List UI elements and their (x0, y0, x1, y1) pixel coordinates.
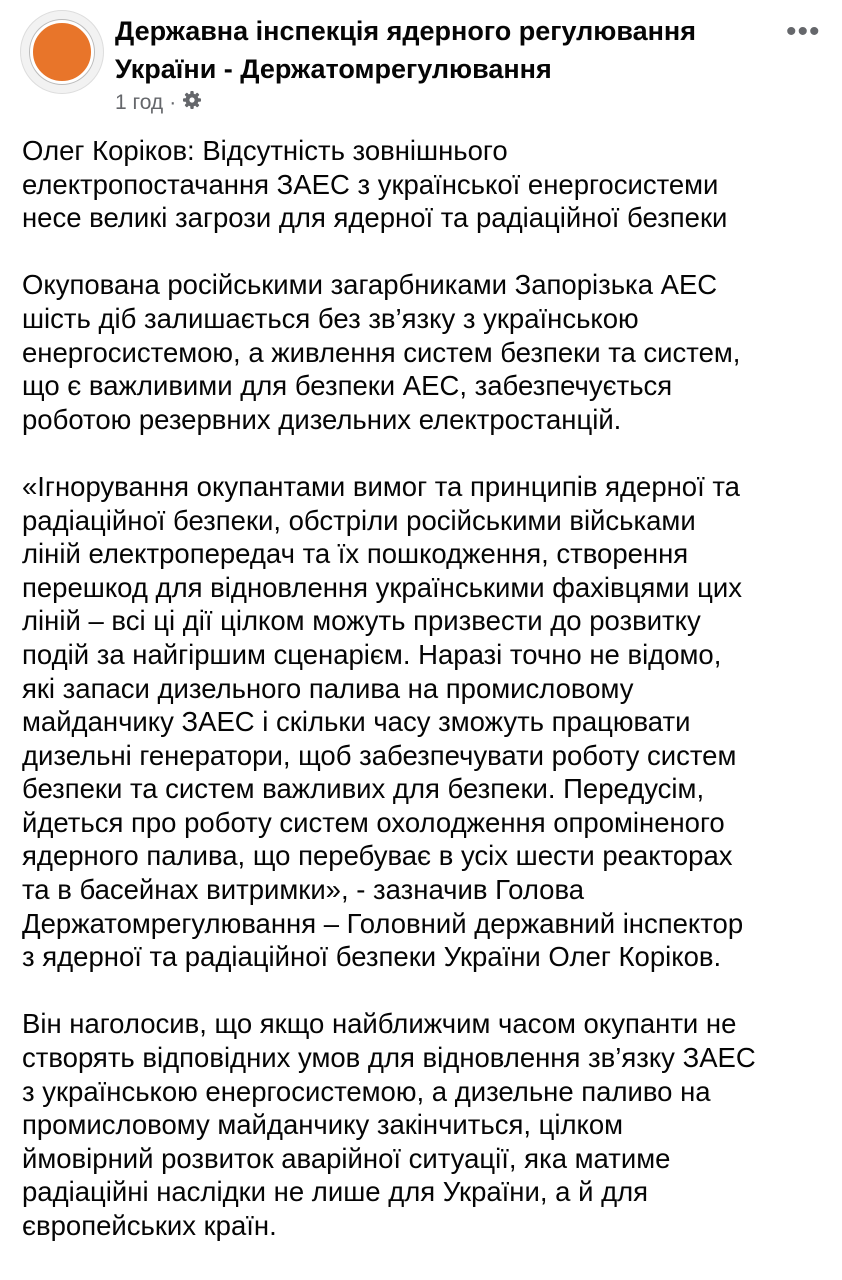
author-name-line2: України - Держатомрегулювання (115, 54, 552, 84)
text-line: Держатомрегулювання – Головний державний інспектор (22, 907, 744, 939)
text-line: несе великі загрози для ядерної та радіаційної безпеки (22, 202, 728, 234)
text-line: що є важливими для безпеки АЕС, забезпечується (22, 370, 673, 402)
text-line: перешкод для відновлення українськими фахівцями цих (22, 571, 743, 603)
text-line: роботою резервних дизельних електростанцій. (22, 403, 622, 435)
author-name-line1: Державна інспекція ядерного регулювання (115, 16, 696, 46)
text-line: європейських країн. (22, 1210, 277, 1241)
text-line: безпеки та систем важливих для безпеки. Передусім, (22, 773, 705, 805)
page-avatar[interactable] (20, 10, 104, 94)
meta-separator: · (169, 91, 177, 114)
gear-icon (182, 90, 202, 116)
text-line: ймовірний розвиток аварійної ситуації, яка матиме (22, 1142, 671, 1174)
post-body (22, 134, 756, 1276)
post-meta (115, 90, 202, 116)
post-author[interactable] (115, 12, 775, 88)
post-timestamp[interactable]: 1 год (115, 91, 164, 114)
text-line: які запаси дизельного палива на промисловому (22, 672, 634, 704)
text-line: створять відповідних умов для відновлення зв’язку ЗАЕС (22, 1042, 756, 1074)
post-paragraph (22, 268, 756, 436)
post-paragraph (22, 1007, 756, 1242)
text-line: з ядерної та радіаційної безпеки України Олег Коріков. (22, 941, 722, 973)
text-line: Він наголосив, що якщо найближчим часом окупанти не (22, 1008, 737, 1040)
text-line: енергосистемою, а живлення систем безпеки та систем, (22, 336, 741, 368)
text-line: «Ігнорування окупантами вимог та принципів ядерної та (22, 470, 740, 502)
text-line: ядерного палива, що перебуває в усіх шести реакторах (22, 840, 733, 872)
text-line: промисловому майданчику закінчиться, цілком (22, 1109, 624, 1141)
text-line: дизельні генератори, щоб забезпечувати роботу систем (22, 739, 737, 771)
text-line: ліній електропередач та їх пошкодження, створення (22, 538, 689, 570)
text-line: ліній – всі ці дії цілком можуть призвести до розвитку (22, 605, 701, 637)
text-line: Олег Коріков: Відсутність зовнішнього (22, 135, 508, 166)
text-line: йдеться про роботу систем охолодження опроміненого (22, 806, 725, 838)
text-line: з українською енергосистемою, а дизельне паливо на (22, 1075, 711, 1107)
text-line: Окупована російськими загарбниками Запорізька АЕС (22, 269, 718, 301)
text-line: та в басейнах витримки», - зазначив Голова (22, 874, 585, 906)
text-line: майданчику ЗАЕС і скільки часу зможуть працювати (22, 706, 691, 738)
more-options-button[interactable]: ••• (786, 15, 821, 48)
logo-emblem (30, 20, 94, 84)
post-paragraph (22, 470, 756, 974)
text-line: електропостачання ЗАЕС з української енергосистеми (22, 168, 719, 200)
post-paragraph (22, 134, 756, 235)
text-line: радіаційні наслідки не лише для України, а й для (22, 1176, 649, 1208)
text-line: шість діб залишається без зв’язку з українською (22, 302, 639, 334)
text-line: радіаційної безпеки, обстріли російськими військами (22, 504, 696, 536)
text-line: подій за найгіршим сценарієм. Наразі точно не відомо, (22, 638, 722, 670)
